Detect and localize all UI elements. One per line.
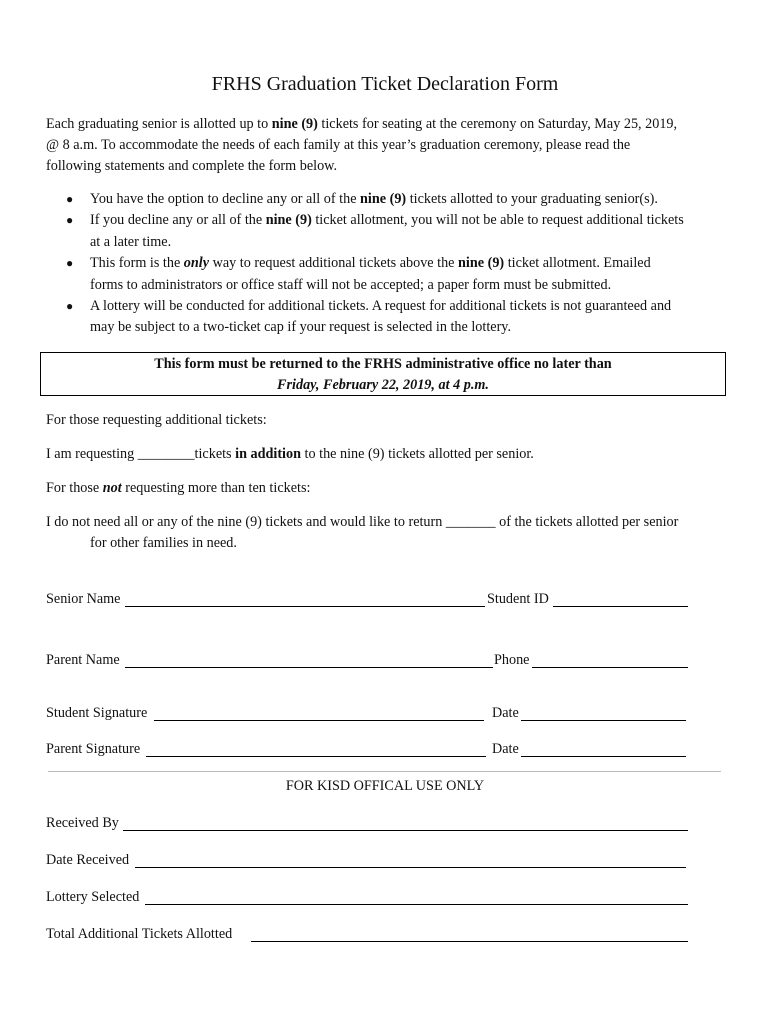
official-use-heading: FOR KISD OFFICAL USE ONLY xyxy=(285,778,485,794)
parent-name-label: Parent Name xyxy=(46,652,120,668)
lottery-selected-label: Lottery Selected xyxy=(46,889,140,905)
page-title: FRHS Graduation Ticket Declaration Form xyxy=(211,73,559,95)
bullet-icon: ● xyxy=(66,256,74,271)
date-received-field[interactable] xyxy=(135,867,686,868)
lottery-selected-field[interactable] xyxy=(145,904,688,905)
bullet-icon: ● xyxy=(66,213,74,228)
notice-line-1: This form must be returned to the FRHS administrative office no later than xyxy=(154,356,612,372)
intro-line-3: following statements and complete the form below. xyxy=(46,158,338,174)
student-id-field[interactable] xyxy=(553,606,688,607)
senior-name-field[interactable] xyxy=(125,606,485,607)
notice-deadline: Friday, February 22, 2019, at 4 p.m. xyxy=(277,377,489,393)
phone-field[interactable] xyxy=(532,667,688,668)
received-by-field[interactable] xyxy=(123,830,688,831)
parent-signature-field[interactable] xyxy=(146,756,486,757)
date-received-label: Date Received xyxy=(46,852,130,868)
date-label-2: Date xyxy=(492,741,519,757)
list-item: ● This form is the only way to request additional tickets above the nine (9) ticket allotment. Emailed forms to administrators or office staff will not be accepted; a paper form must be submitted. xyxy=(66,255,651,293)
list-item: ● If you decline any or all of the nine (9) ticket allotment, you will not be able to request additional tickets at a later time. xyxy=(66,212,684,250)
total-additional-field[interactable] xyxy=(251,941,688,942)
intro-line-2: @ 8 a.m. To accommodate the needs of each family at this year’s graduation ceremony, please read the xyxy=(46,137,631,153)
heading-requesting: For those requesting additional tickets: xyxy=(46,412,267,428)
bullet-icon: ● xyxy=(66,299,74,314)
intro-paragraph xyxy=(46,114,677,177)
student-signature-label: Student Signature xyxy=(46,705,148,721)
bullet-list xyxy=(66,189,726,339)
request-statement: I am requesting ________tickets in addition to the nine (9) tickets allotted per senior. xyxy=(46,446,534,462)
list-item: ● A lottery will be conducted for additional tickets. A request for additional tickets is not guaranteed and may be subject to a two-ticket cap if your request is selected in the lottery. xyxy=(66,298,672,336)
return-statement: I do not need all or any of the nine (9) tickets and would like to return _______ of the tickets allotted per senior for other families in need. xyxy=(46,514,679,551)
list-item: ● You have the option to decline any or all of the nine (9) tickets allotted to your graduating senior(s). xyxy=(66,189,726,210)
student-id-label: Student ID xyxy=(487,591,549,607)
parent-name-field[interactable] xyxy=(125,667,493,668)
deadline-notice-box xyxy=(40,352,726,396)
phone-label: Phone xyxy=(494,652,530,668)
date-field-2[interactable] xyxy=(521,756,686,757)
student-signature-field[interactable] xyxy=(154,720,484,721)
intro-line-1: Each graduating senior is allotted up to nine (9) tickets for seating at the ceremony on Saturday, May 25, 2019, xyxy=(46,116,678,132)
date-field-1[interactable] xyxy=(521,720,686,721)
senior-name-label: Senior Name xyxy=(46,591,121,607)
bullet-icon: ● xyxy=(66,192,74,206)
heading-not-requesting: For those not requesting more than ten tickets: xyxy=(46,480,311,496)
parent-signature-label: Parent Signature xyxy=(46,741,141,757)
section-divider xyxy=(48,771,721,772)
total-additional-label: Total Additional Tickets Allotted xyxy=(46,926,233,942)
date-label-1: Date xyxy=(492,705,519,721)
received-by-label: Received By xyxy=(46,815,119,831)
